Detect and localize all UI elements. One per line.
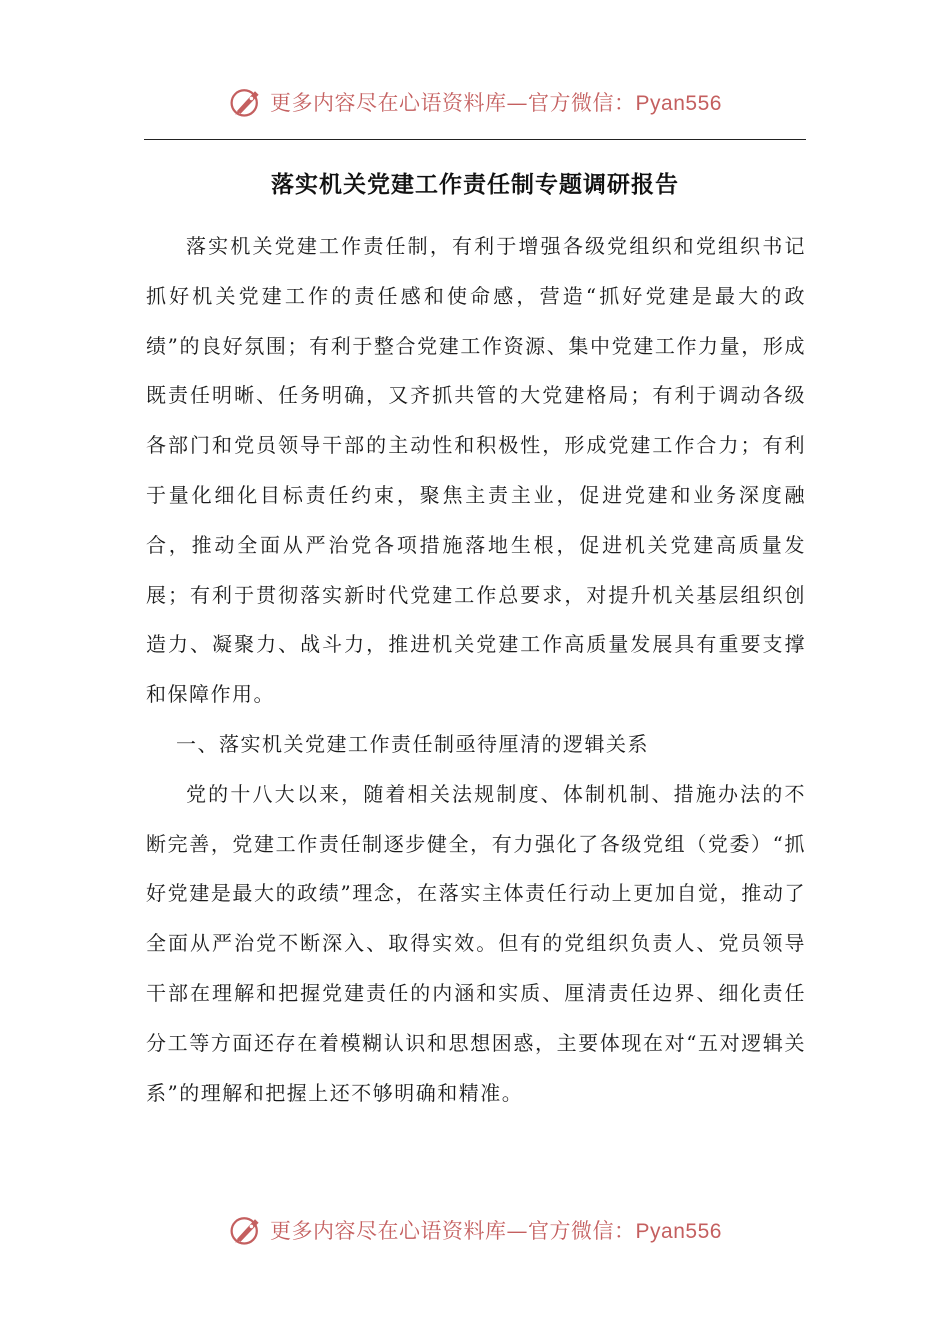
document-title: 落实机关党建工作责任制专题调研报告 bbox=[271, 171, 679, 198]
paragraph-intro: 落实机关党建工作责任制，有利于增强各级党组织和党组织书记抓好机关党建工作的责任感和使命感，营造“抓好党建是最大的政绩”的良好氛围；有利于整合党建工作资源、集中党建工作力量，形成既责任明晰、任务明确，又齐抓共管的大党建格局；有利于调动各级各部门和党员领导干部的主动性和积极性，形成党建工作合力；有利于量化细化目标责任约束，聚焦主责主业，促进党建和业务深度融合，推动全面从严治党各项措施落地生根，促进机关党建高质量发展；有利于贯彻落实新时代党建工作总要求，对提升机关基层组织创造力、凝聚力、战斗力，推进机关党建工作高质量发展具有重要支撑和保障作用。 bbox=[146, 234, 806, 707]
document-body bbox=[146, 222, 806, 1118]
footer-banner bbox=[0, 1210, 950, 1250]
banner-handle: Pyan556 bbox=[635, 1220, 722, 1243]
banner-text: 更多内容尽在心语资料库—官方微信：Pyan556 bbox=[270, 91, 722, 115]
paragraph-section-1: 党的十八大以来，随着相关法规制度、体制机制、措施办法的不断完善，党建工作责任制逐步健全，有力强化了各级党组（党委）“抓好党建是最大的政绩”理念，在落实主体责任行动上更加自觉，推动了全面从严治党不断深入、取得实效。但有的党组织负责人、党员领导干部在理解和把握党建责任的内涵和实质、厘清责任边界、细化责任分工等方面还存在着模糊认识和思想困惑，主要体现在对“五对逻辑关系”的理解和把握上还不够明确和精准。 bbox=[146, 781, 806, 1105]
header-banner bbox=[0, 82, 950, 122]
banner-text: 更多内容尽在心语资料库—官方微信：Pyan556 bbox=[270, 1219, 722, 1243]
pen-nib-logo-icon bbox=[228, 1212, 264, 1248]
pen-nib-logo-icon bbox=[228, 84, 264, 120]
banner-handle: Pyan556 bbox=[635, 92, 722, 115]
section-heading: 一、落实机关党建工作责任制亟待厘清的逻辑关系 bbox=[176, 731, 649, 756]
header-divider bbox=[144, 139, 806, 140]
